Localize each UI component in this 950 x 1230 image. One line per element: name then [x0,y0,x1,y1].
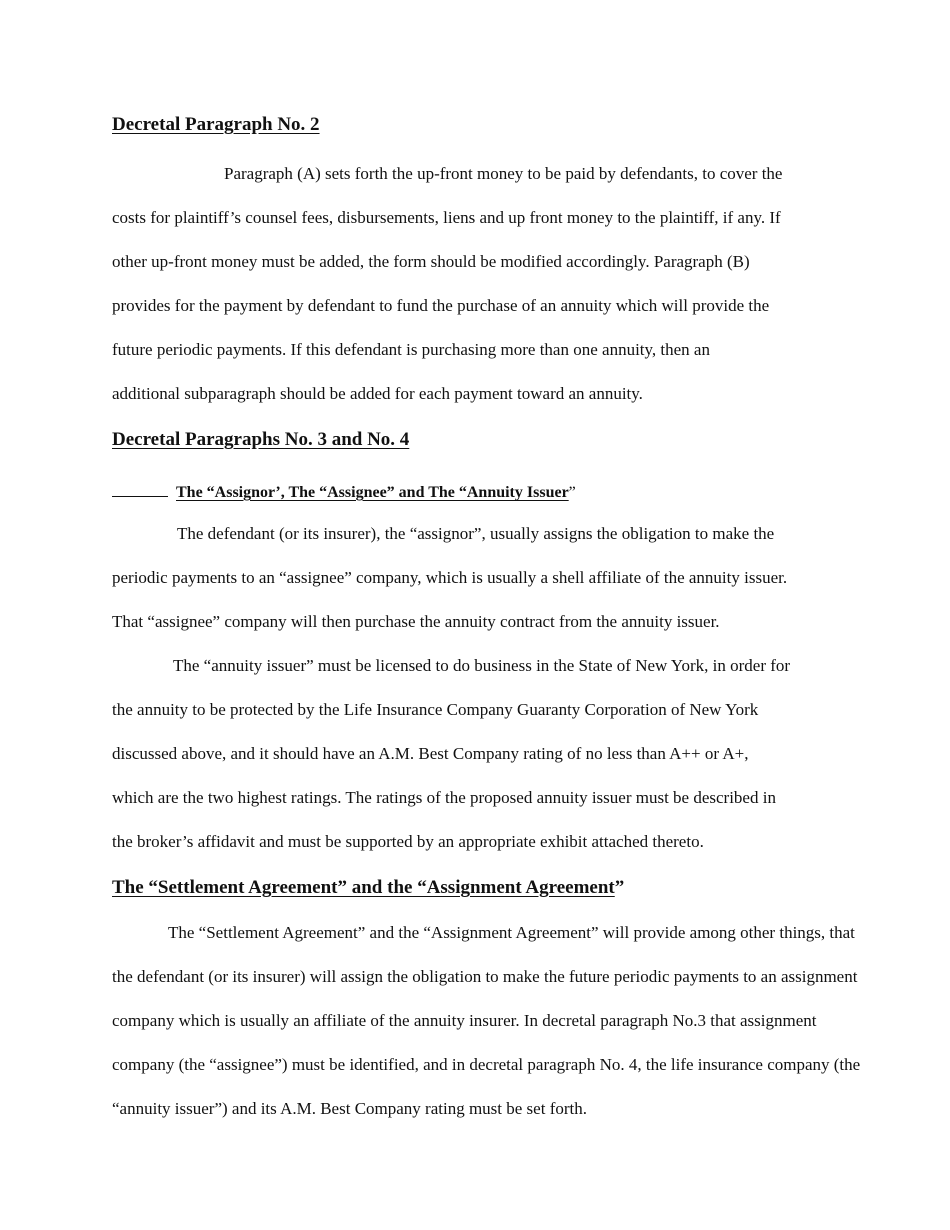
subheading-assignor-assignee-issuer [112,481,576,503]
paragraph-line: the broker’s affidavit and must be supported by an appropriate exhibit attached thereto. [112,832,704,851]
paragraph-line: The “Settlement Agreement” and the “Assignment Agreement” will provide among other things, that [168,923,855,942]
paragraph-line: discussed above, and it should have an A.M. Best Company rating of no less than A++ or A+, [112,744,749,763]
paragraph-line: company which is usually an affiliate of the annuity insurer. In decretal paragraph No.3 that assignment [112,1011,817,1030]
paragraph-line: The defendant (or its insurer), the “assignor”, usually assigns the obligation to make the [177,524,775,543]
section-heading-text: The “Settlement Agreement” and the “Assignment Agreement [112,877,615,898]
paragraph-line: “annuity issuer”) and its A.M. Best Company rating must be set forth. [112,1099,587,1118]
paragraph-line: The “annuity issuer” must be licensed to do business in the State of New York, in order for [173,656,791,675]
paragraph-line: That “assignee” company will then purchase the annuity contract from the annuity issuer. [112,612,720,631]
section-heading-decretal-paragraph-2: Decretal Paragraph No. 2 [112,114,320,135]
subheading-closing-quote: ” [568,484,576,501]
paragraph-line: other up-front money must be added, the form should be modified accordingly. Paragraph (B) [112,252,750,271]
paragraph-line: periodic payments to an “assignee” company, which is usually a shell affiliate of the annuity issuer. [112,568,788,587]
paragraph-line: the defendant (or its insurer) will assign the obligation to make the future periodic payments to an assignment [112,967,858,986]
paragraph-line: the annuity to be protected by the Life Insurance Company Guaranty Corporation of New York [112,700,759,719]
paragraph-line: additional subparagraph should be added for each payment toward an annuity. [112,384,643,403]
section-heading-settlement-assignment [112,878,624,898]
underline-blank [112,481,168,497]
paragraph-line: costs for plaintiff’s counsel fees, disbursements, liens and up front money to the plaintiff, if any. If [112,208,781,227]
paragraph-line: company (the “assignee”) must be identified, and in decretal paragraph No. 4, the life insurance company (the [112,1055,861,1074]
paragraph-line: which are the two highest ratings. The ratings of the proposed annuity issuer must be described in [112,788,776,807]
subheading-text: The “Assignor’, The “Assignee” and The “Annuity Issuer [176,484,569,501]
paragraph-line: future periodic payments. If this defendant is purchasing more than one annuity, then an [112,340,710,359]
section-heading-closing-quote: ” [614,877,625,898]
paragraph-line: Paragraph (A) sets forth the up-front money to be paid by defendants, to cover the [224,164,783,183]
section-heading-decretal-paragraphs-3-4: Decretal Paragraphs No. 3 and No. 4 [112,429,410,450]
paragraph-line: provides for the payment by defendant to fund the purchase of an annuity which will provide the [112,296,770,315]
